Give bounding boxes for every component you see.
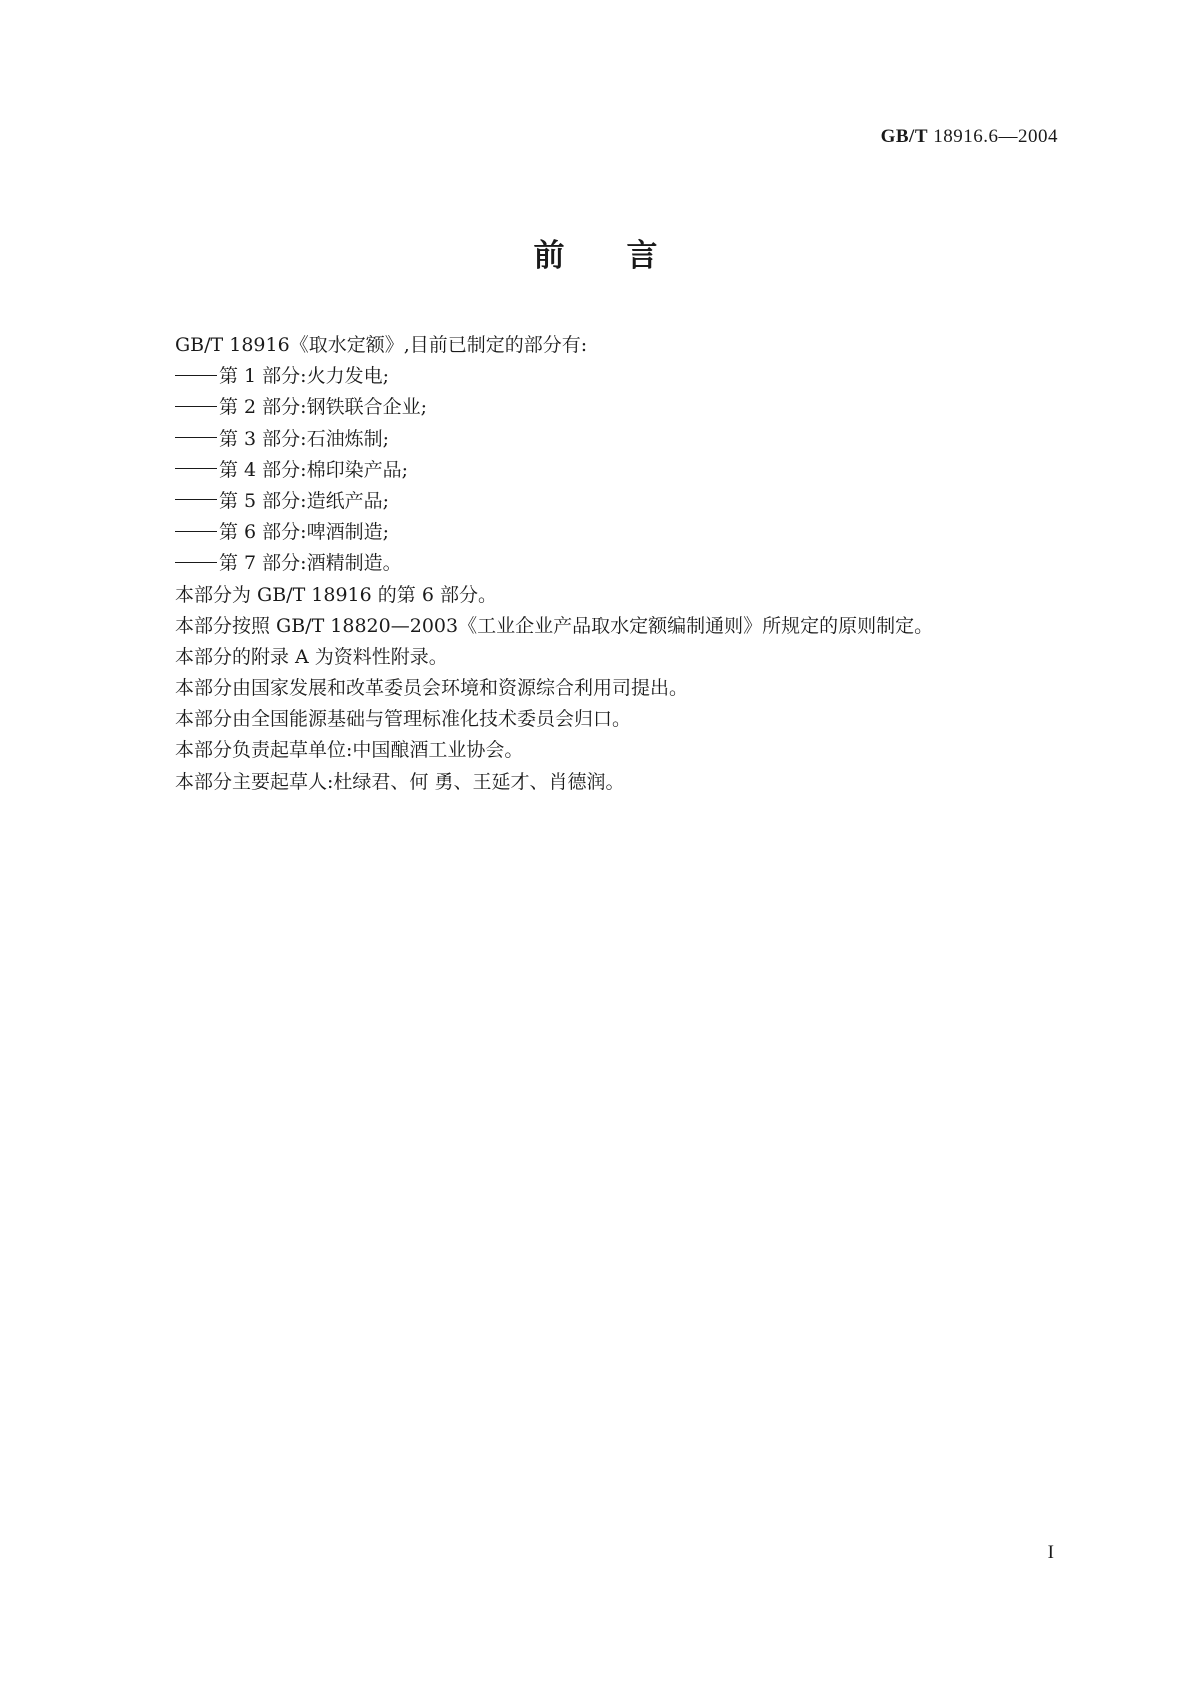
list-item: 第 7 部分:酒精制造。 [175,548,1035,579]
standard-number [881,126,1058,148]
paragraph: 本部分按照 GB/T 18820—2003《工业企业产品取水定额编制通则》所规定的原则制定。 [175,614,934,637]
em-dash [175,375,217,376]
em-dash [175,437,217,438]
paragraph: 本部分负责起草单位:中国酿酒工业协会。 [175,739,524,762]
em-dash [175,562,217,563]
intro-line: GB/T 18916《取水定额》,目前已制定的部分有: [175,334,588,356]
list-item: 第 6 部分:啤酒制造; [175,517,1035,548]
list-item: 第 5 部分:造纸产品; [175,486,1035,517]
standard-code: 18916.6—2004 [933,126,1058,147]
em-dash [175,468,217,469]
list-item: 第 2 部分:钢铁联合企业; [175,392,1035,423]
list-item: 第 4 部分:棉印染产品; [175,455,1035,486]
foreword-body [175,330,1035,798]
paragraph: 本部分由全国能源基础与管理标准化技术委员会归口。 [175,708,632,731]
paragraph: 本部分为 GB/T 18916 的第 6 部分。 [175,583,497,606]
standard-prefix: GB/T [880,126,928,147]
paragraph: 本部分由国家发展和改革委员会环境和资源综合利用司提出。 [175,677,689,700]
list-item: 第 3 部分:石油炼制; [175,424,1035,455]
paragraph: 本部分主要起草人:杜绿君、何 勇、王延才、肖德润。 [175,770,625,793]
page-title: 前言 [533,238,720,274]
list-item: 第 1 部分:火力发电; [175,361,1035,392]
em-dash [175,499,217,500]
em-dash [175,531,217,532]
page-number: I [1047,1542,1054,1563]
em-dash [175,406,217,407]
paragraph: 本部分的附录 A 为资料性附录。 [175,645,448,668]
